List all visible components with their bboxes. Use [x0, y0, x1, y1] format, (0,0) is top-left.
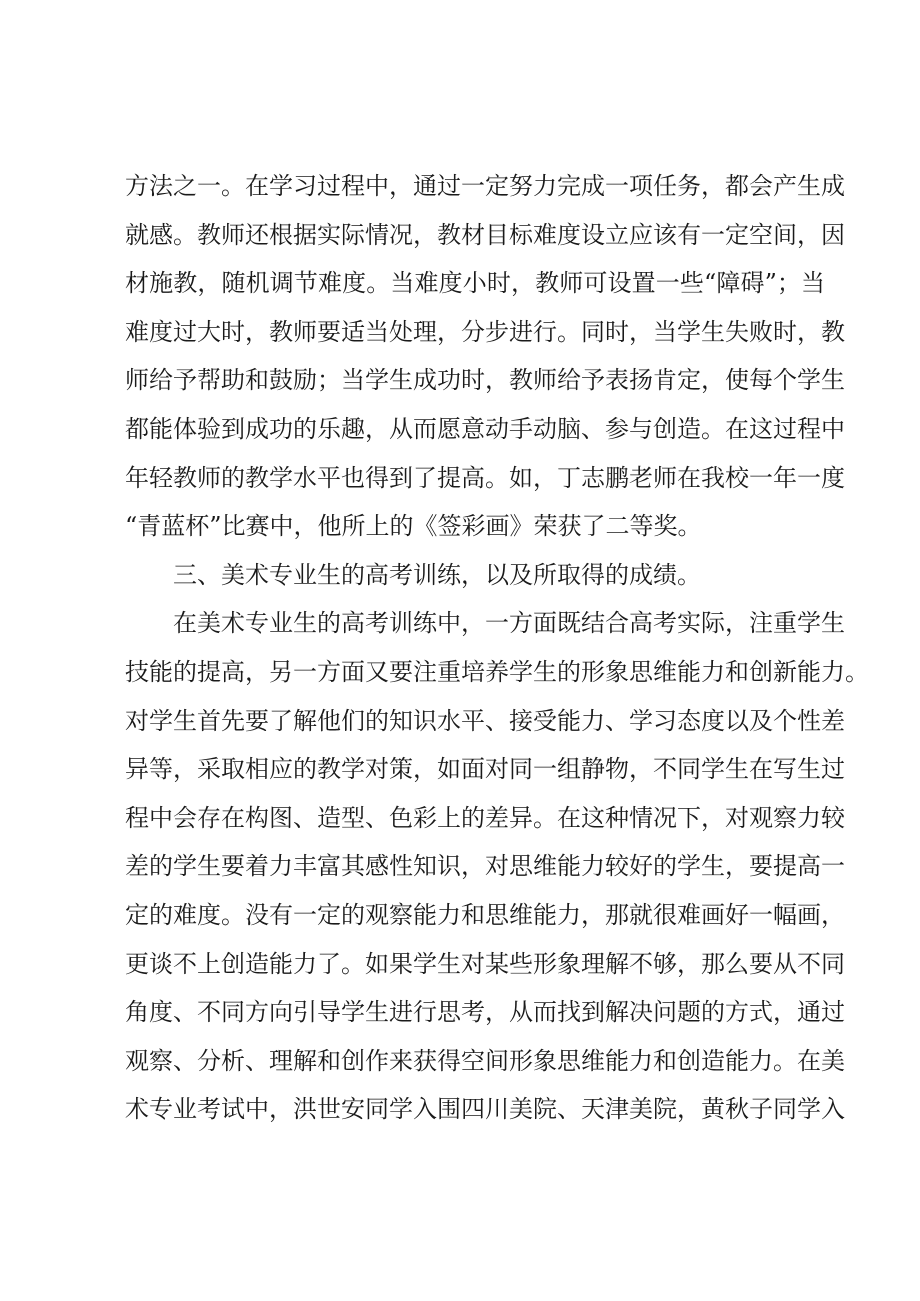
text-line: 年轻教师的教学水平也得到了提高。如，丁志鹏老师在我校一年一度: [125, 463, 845, 492]
text-line: 程中会存在构图、造型、色彩上的差异。在这种情况下，对观察力较: [125, 803, 845, 832]
text-line: 在美术专业生的高考训练中，一方面既结合高考实际，注重学生: [173, 609, 845, 638]
text-line: 差的学生要着力丰富其感性知识，对思维能力较好的学生，要提高一: [125, 852, 845, 881]
text-line: “青蓝杯”比赛中，他所上的《签彩画》荣获了二等奖。: [125, 512, 702, 541]
text-line: 观察、分析、理解和创作来获得空间形象思维能力和创造能力。在美: [125, 1046, 845, 1075]
text-line: 定的难度。没有一定的观察能力和思维能力，那就很难画好一幅画，: [125, 900, 845, 929]
text-line: 异等，采取相应的教学对策，如面对同一组静物，不同学生在写生过: [125, 755, 845, 784]
text-line: 都能体验到成功的乐趣，从而愿意动手动脑、参与创造。在这过程中: [125, 414, 845, 443]
text-line: 术专业考试中，洪世安同学入围四川美院、天津美院，黄秋子同学入: [125, 1095, 845, 1124]
text-line: 对学生首先要了解他们的知识水平、接受能力、学习态度以及个性差: [125, 706, 845, 735]
text-line: 难度过大时，教师要适当处理，分步进行。同时，当学生失败时，教: [125, 317, 845, 346]
text-line: 师给予帮助和鼓励；当学生成功时，教师给予表扬肯定，使每个学生: [125, 366, 845, 395]
section-heading: 三、美术专业生的高考训练，以及所取得的成绩。: [173, 560, 701, 589]
text-line: 方法之一。在学习过程中，通过一定努力完成一项任务，都会产生成: [125, 172, 845, 200]
text-line: 技能的提高，另一方面又要注重培养学生的形象思维能力和创新能力。: [125, 657, 869, 686]
body-text: [125, 162, 869, 1134]
text-line: 就感。教师还根据实际情况，教材目标难度设立应该有一定空间，因: [125, 220, 845, 249]
text-line: 材施教，随机调节难度。当难度小时，教师可设置一些“障碍”；当: [125, 269, 825, 298]
text-line: 更谈不上创造能力了。如果学生对某些形象理解不够，那么要从不同: [125, 949, 845, 978]
text-line: 角度、不同方向引导学生进行思考，从而找到解决问题的方式，通过: [125, 998, 845, 1027]
